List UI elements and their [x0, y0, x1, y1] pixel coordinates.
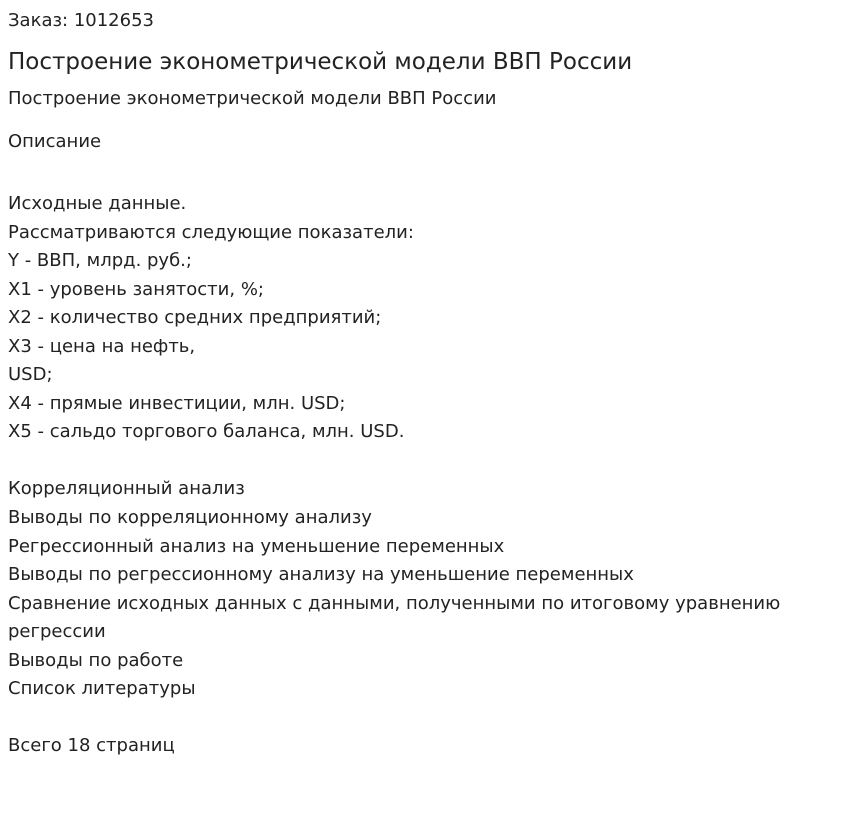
- contents-line: Сравнение исходных данных с данными, полученными по итоговому уравнению регрессии: [8, 592, 781, 643]
- contents-line: Список литературы: [8, 678, 196, 700]
- page-count: Всего 18 страниц: [8, 735, 175, 757]
- source-data-line: Y - ВВП, млрд. руб.;: [8, 250, 192, 272]
- contents-line: Выводы по работе: [8, 649, 184, 671]
- source-data-line: X3 - цена на нефть,: [8, 335, 196, 357]
- contents-line: Выводы по регрессионному анализу на уменьшение переменных: [8, 564, 634, 586]
- source-data-line: Исходные данные.: [8, 193, 187, 214]
- description-heading: Описание: [8, 131, 102, 152]
- page-subtitle: Построение эконометрической модели ВВП России: [8, 88, 497, 109]
- contents-line: Корреляционный анализ: [8, 478, 245, 500]
- page-title: Построение эконометрической модели ВВП России: [8, 49, 633, 75]
- blank-line: [8, 704, 843, 733]
- source-data-line: X5 - сальдо торгового баланса, млн. USD.: [8, 421, 405, 443]
- source-data-line: USD;: [8, 364, 53, 386]
- description-body: [8, 190, 843, 761]
- source-data-line: Рассматриваются следующие показатели:: [8, 221, 414, 243]
- order-number: Заказ: 1012653: [8, 10, 154, 31]
- blank-line: [8, 447, 843, 476]
- source-data-line: X2 - количество средних предприятий;: [8, 307, 382, 329]
- source-data-line: X1 - уровень занятости, %;: [8, 278, 264, 300]
- source-data-line: X4 - прямые инвестиции, млн. USD;: [8, 392, 346, 414]
- contents-line: Регрессионный анализ на уменьшение переменных: [8, 535, 505, 557]
- contents-line: Выводы по корреляционному анализу: [8, 507, 372, 529]
